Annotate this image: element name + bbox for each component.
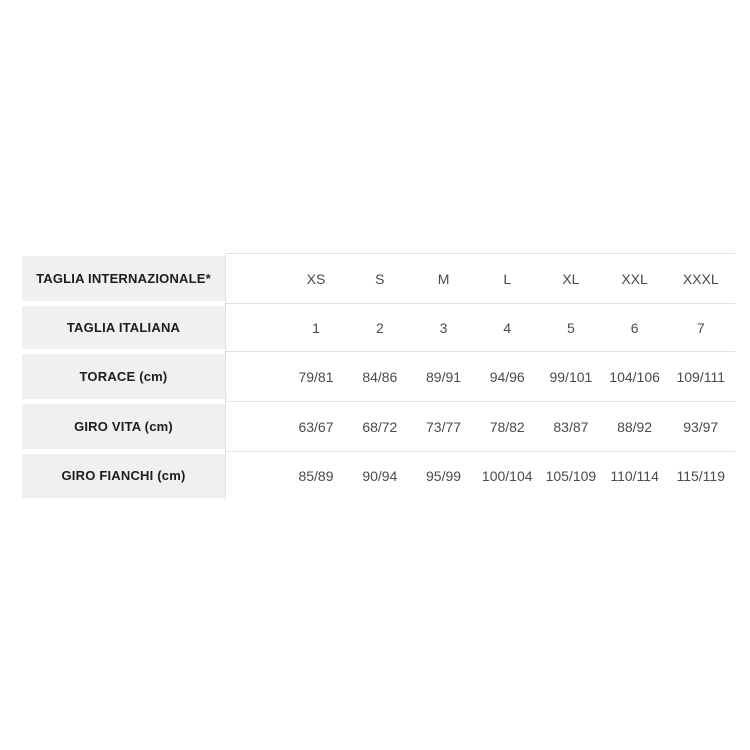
- value-cell: 68/72: [362, 418, 398, 435]
- value-cell: XXXL: [682, 270, 719, 287]
- value-cell: 100/104: [481, 468, 533, 484]
- row-label-wrap: [22, 351, 225, 401]
- value-cell: 73/77: [426, 418, 462, 435]
- row-cells: [225, 253, 735, 303]
- value-cell: 85/89: [298, 468, 334, 484]
- table-row: [22, 253, 735, 303]
- table-row: [22, 303, 735, 351]
- value-cell: 1: [312, 319, 320, 336]
- value-cell: 89/91: [426, 368, 462, 385]
- row-cells: [225, 303, 735, 351]
- row-label: GIRO FIANCHI (cm): [22, 454, 225, 498]
- value-cell: M: [437, 270, 450, 287]
- value-cell: 6: [630, 319, 639, 336]
- value-cell: 99/101: [549, 368, 593, 385]
- row-cells: [225, 401, 735, 451]
- value-cell: S: [375, 270, 385, 287]
- value-cell: 63/67: [298, 418, 334, 435]
- value-cell: 78/82: [489, 418, 525, 435]
- row-cells: [225, 351, 735, 401]
- value-cell: 4: [503, 319, 512, 336]
- value-cell: 84/86: [362, 368, 398, 385]
- table-row: [22, 451, 735, 500]
- value-cell: 104/106: [609, 368, 660, 385]
- row-label: TAGLIA INTERNAZIONALE*: [22, 256, 225, 301]
- value-cell: 5: [567, 319, 575, 336]
- value-cell: 95/99: [426, 468, 462, 484]
- value-cell: 115/119: [676, 468, 725, 484]
- value-cell: 3: [439, 319, 448, 336]
- row-cells: [225, 451, 735, 500]
- row-label: TAGLIA ITALIANA: [22, 306, 225, 349]
- row-label-wrap: [22, 253, 225, 303]
- table-row: [22, 351, 735, 401]
- value-cell: XXL: [621, 270, 648, 287]
- row-label: GIRO VITA (cm): [22, 404, 225, 449]
- value-cell: 90/94: [362, 468, 398, 484]
- value-cell: 109/111: [676, 368, 725, 385]
- value-cell: XS: [306, 270, 326, 287]
- value-cell: 93/97: [683, 418, 719, 435]
- value-cell: 2: [375, 319, 384, 336]
- value-cell: 110/114: [610, 468, 659, 484]
- row-label-wrap: [22, 303, 225, 351]
- value-cell: XL: [562, 270, 580, 287]
- value-cell: 105/109: [545, 468, 597, 484]
- value-cell: 7: [696, 319, 705, 336]
- value-cell: L: [503, 270, 512, 287]
- table-row: [22, 401, 735, 451]
- row-label-wrap: [22, 451, 225, 500]
- row-label: TORACE (cm): [22, 354, 225, 399]
- row-label-wrap: [22, 401, 225, 451]
- value-cell: 83/87: [553, 418, 589, 435]
- size-table: [22, 253, 735, 500]
- value-cell: 88/92: [617, 418, 653, 435]
- value-cell: 79/81: [298, 368, 334, 385]
- value-cell: 94/96: [489, 368, 525, 385]
